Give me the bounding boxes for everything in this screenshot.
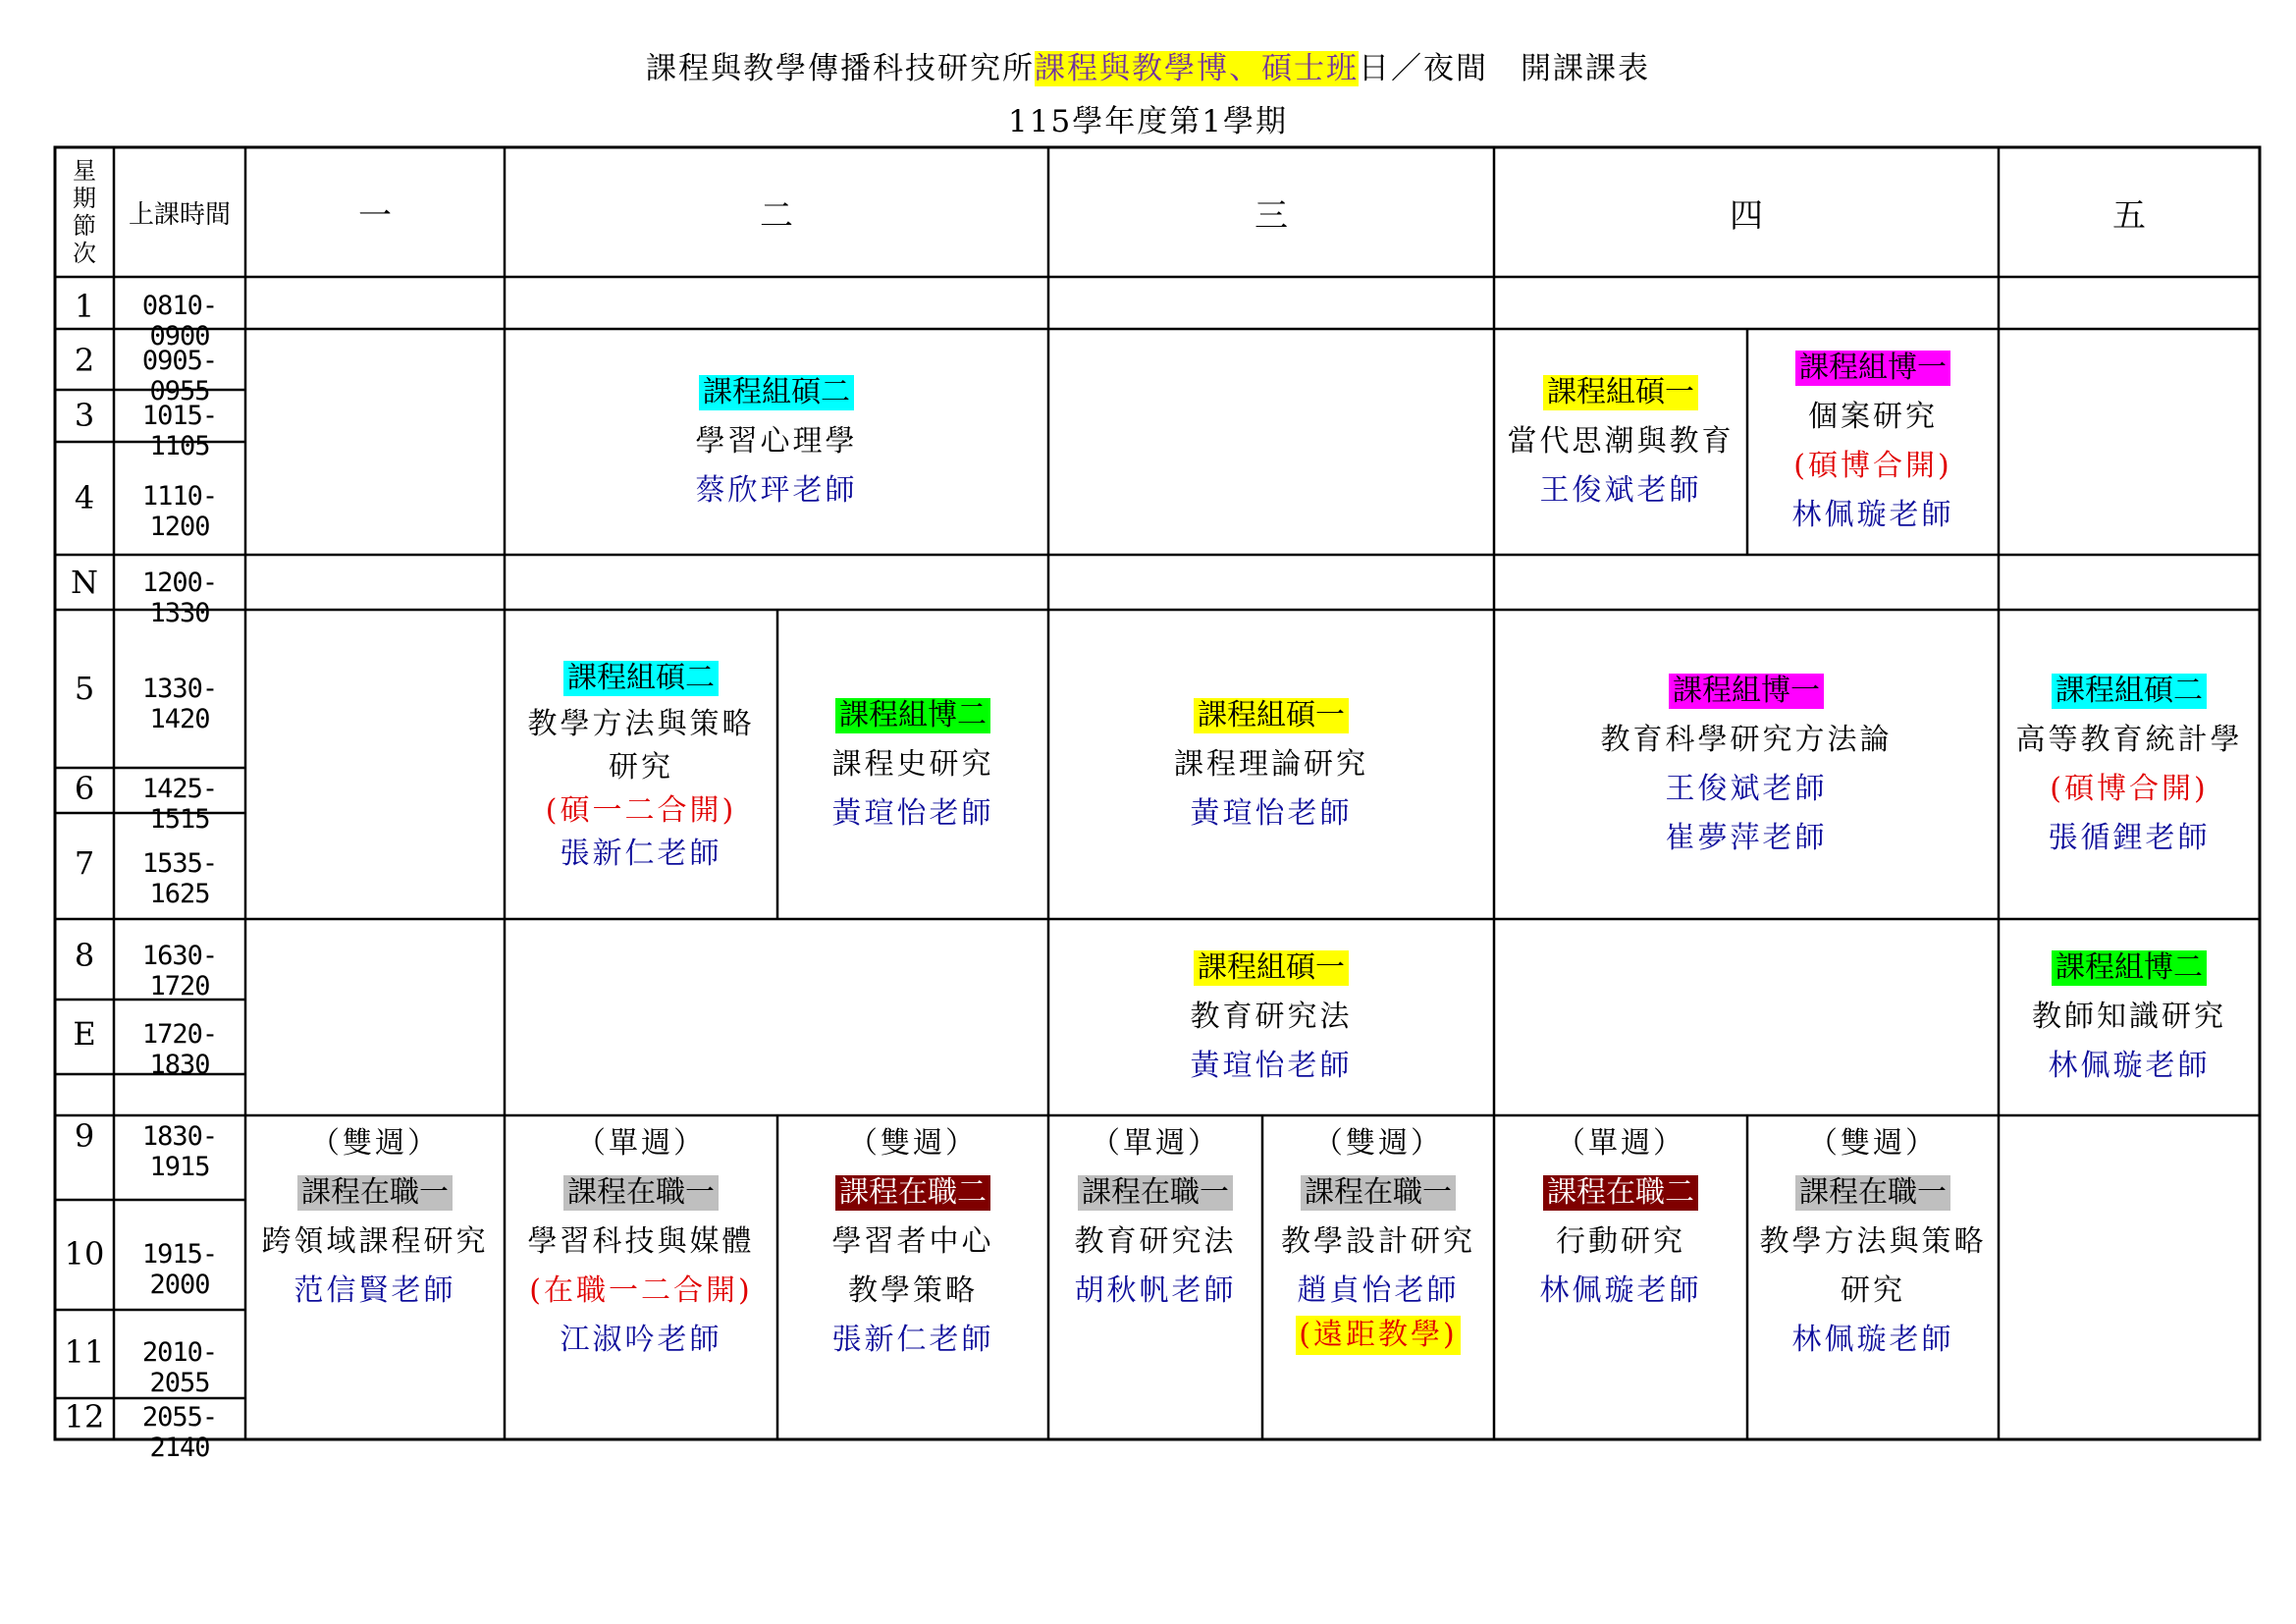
day-header-wed: 三: [1255, 195, 1288, 236]
period-time: 1535-1625: [141, 848, 218, 909]
teacher-name: 崔夢萍老師: [1665, 820, 1828, 855]
course-cell: [1999, 919, 2260, 1115]
teacher-name: 張新仁老師: [831, 1323, 994, 1357]
course-cell: [1048, 610, 1494, 919]
title-prefix: 課程與教學傳播科技研究所: [646, 51, 1035, 86]
period-number: 2: [74, 342, 95, 379]
course-name: 教育科學研究方法論: [1600, 722, 1893, 757]
course-cell: [505, 1115, 777, 1365]
course-name: 教學策略: [848, 1273, 978, 1308]
course-note: (碩一二合開): [545, 792, 737, 828]
course-note: (在職一二合開): [529, 1273, 753, 1308]
period-time: 1110-1200: [141, 481, 218, 542]
course-cell: [1262, 1115, 1494, 1365]
day-header-tue: 二: [760, 195, 793, 236]
course-name: 學習心理學: [695, 424, 858, 459]
course-cell: [1999, 610, 2260, 919]
course-name: 學習科技與媒體: [527, 1224, 755, 1259]
course-cell: [1048, 919, 1494, 1115]
week-label: （單週）: [1556, 1126, 1685, 1161]
period-number: 5: [74, 670, 95, 707]
day-header-thu: 四: [1730, 195, 1763, 236]
course-cell: [1494, 329, 1747, 555]
period-number: 10: [64, 1235, 105, 1272]
course-name: 課程史研究: [831, 746, 994, 782]
teacher-name: 王俊斌老師: [1539, 473, 1702, 508]
week-label: （雙週）: [1808, 1126, 1938, 1161]
course-cell: [245, 1115, 505, 1316]
period-time: 1830-1915: [141, 1121, 218, 1182]
group-label: 課程在職一: [1795, 1175, 1950, 1211]
course-name: 研究: [1841, 1273, 1905, 1308]
teacher-name: 江淑吟老師: [560, 1323, 722, 1357]
course-name: 當代思潮與教育: [1507, 424, 1735, 459]
group-label: 課程組博二: [2052, 950, 2207, 986]
group-label: 課程在職一: [563, 1175, 719, 1211]
period-time: 1915-2000: [141, 1239, 218, 1300]
period-time: 1720-1830: [141, 1019, 218, 1080]
page-title: [0, 43, 2296, 87]
course-note: (碩博合開): [2050, 771, 2209, 806]
teacher-name: 張循鋰老師: [2048, 820, 2211, 855]
teacher-name: 黃瑄怡老師: [831, 795, 994, 831]
period-time: 0905-0955: [141, 346, 218, 406]
time-header: 上課時間: [128, 199, 231, 230]
corner-char: 次: [73, 240, 96, 267]
course-cell: [1747, 329, 1999, 555]
course-name: 研究: [609, 749, 673, 785]
week-label: （雙週）: [310, 1126, 440, 1161]
period-time: 1330-1420: [141, 674, 218, 734]
course-cell: [1048, 1115, 1262, 1316]
teacher-name: 黃瑄怡老師: [1190, 795, 1353, 831]
group-label: 課程組碩一: [1194, 698, 1349, 733]
group-label: 課程組碩一: [1194, 950, 1349, 986]
group-label: 課程組碩二: [563, 661, 719, 696]
course-name: 跨領域課程研究: [261, 1224, 489, 1259]
week-label: （雙週）: [848, 1126, 978, 1161]
course-cell: [505, 329, 1048, 555]
group-label: 課程在職二: [835, 1175, 990, 1211]
corner-char: 期: [73, 185, 96, 212]
period-number: 4: [74, 479, 95, 516]
group-label: 課程組碩一: [1543, 375, 1698, 410]
group-label: 課程組博二: [835, 698, 990, 733]
remote-teaching-badge: (遠距教學): [1296, 1316, 1460, 1355]
period-time: 1015-1105: [141, 401, 218, 461]
teacher-name: 林佩璇老師: [1539, 1273, 1702, 1308]
course-name: 學習者中心: [831, 1224, 994, 1259]
period-number: 3: [74, 397, 95, 434]
day-header-fri: 五: [2112, 195, 2146, 236]
course-cell: [777, 1115, 1048, 1365]
period-time: 2010-2055: [141, 1337, 218, 1398]
period-number: 6: [74, 770, 95, 807]
semester-title: 115學年度第1學期: [1008, 104, 1288, 139]
course-name: 高等教育統計學: [2015, 722, 2243, 757]
period-time: 0810-0900: [141, 291, 218, 352]
course-name: 個案研究: [1808, 400, 1938, 434]
group-label: 課程在職一: [1301, 1175, 1456, 1211]
period-number: 7: [74, 844, 95, 882]
teacher-name: 林佩璇老師: [1791, 498, 1954, 532]
course-name: 教學方法與策略: [527, 706, 755, 741]
group-label: 課程組碩二: [2052, 674, 2207, 709]
group-label: 課程組博一: [1795, 351, 1950, 386]
course-name: 行動研究: [1556, 1224, 1685, 1259]
teacher-name: 黃瑄怡老師: [1190, 1049, 1353, 1083]
teacher-name: 范信賢老師: [294, 1273, 456, 1308]
group-label: 課程在職二: [1543, 1175, 1698, 1211]
period-number: N: [71, 564, 98, 601]
day-header-mon: 一: [358, 195, 392, 236]
course-cell: [777, 610, 1048, 919]
period-number: 9: [74, 1117, 95, 1155]
course-name: 課程理論研究: [1174, 746, 1368, 782]
week-label: （雙週）: [1313, 1126, 1443, 1161]
group-label: 課程組碩二: [699, 375, 854, 410]
period-number: 11: [64, 1333, 105, 1371]
course-cell: [1494, 610, 1999, 919]
corner-char: 節: [73, 212, 96, 240]
course-cell: [1494, 1115, 1747, 1316]
teacher-name: 胡秋帆老師: [1074, 1273, 1237, 1308]
week-label: （單週）: [1091, 1126, 1220, 1161]
teacher-name: 蔡欣玶老師: [695, 473, 858, 508]
group-label: 課程在職一: [1078, 1175, 1233, 1211]
group-label: 課程在職一: [297, 1175, 453, 1211]
teacher-name: 王俊斌老師: [1665, 771, 1828, 806]
course-name: 教師知識研究: [2032, 1000, 2226, 1034]
period-time: 1200-1330: [141, 568, 218, 628]
teacher-name: 張新仁老師: [560, 836, 722, 871]
period-time: 2055-2140: [141, 1402, 218, 1463]
period-number: 1: [74, 288, 95, 325]
course-name: 教育研究法: [1190, 1000, 1353, 1034]
course-cell: [1747, 1115, 1999, 1365]
group-label: 課程組博一: [1669, 674, 1824, 709]
period-time: 1630-1720: [141, 941, 218, 1001]
period-number: E: [73, 1015, 96, 1053]
teacher-name: 趙貞怡老師: [1297, 1273, 1460, 1308]
course-cell: [505, 610, 777, 919]
course-name: 教學設計研究: [1281, 1224, 1475, 1259]
course-note: (碩博合開): [1793, 449, 1952, 483]
title-program: 課程與教學博、碩士班: [1035, 51, 1359, 86]
period-number: 12: [64, 1398, 105, 1435]
week-label: （單週）: [576, 1126, 706, 1161]
period-number: 8: [74, 937, 95, 974]
period-time: 1425-1515: [141, 774, 218, 835]
course-name: 教學方法與策略: [1759, 1224, 1987, 1259]
course-name: 教育研究法: [1074, 1224, 1237, 1259]
teacher-name: 林佩璇老師: [2048, 1049, 2211, 1083]
corner-char: 星: [73, 157, 96, 185]
title-suffix: 日／夜間 開課課表: [1359, 51, 1650, 86]
teacher-name: 林佩璇老師: [1791, 1323, 1954, 1357]
corner-header: [55, 147, 114, 277]
